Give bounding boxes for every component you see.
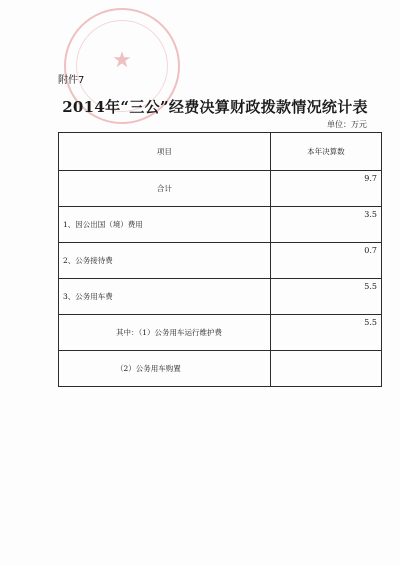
- row-item-reception: 2、公务接待费: [59, 243, 271, 279]
- row-item-total: 合计: [59, 171, 271, 207]
- table-row: [59, 351, 382, 387]
- table-header-row: [59, 133, 382, 171]
- table-row: [59, 207, 382, 243]
- row-value-vehicle: 5.5: [270, 279, 381, 315]
- row-item-vehicle-purchase: （2）公务用车购置: [59, 351, 271, 387]
- table-row: [59, 171, 382, 207]
- row-item-overseas: 1、因公出国（境）费用: [59, 207, 271, 243]
- table-row: [59, 243, 382, 279]
- attachment-label: 附件7: [58, 75, 85, 86]
- row-value-overseas: 3.5: [270, 207, 381, 243]
- table-row: [59, 279, 382, 315]
- page-title: 2014年“三公”经费决算财政拨款情况统计表: [62, 98, 368, 116]
- row-value-reception: 0.7: [270, 243, 381, 279]
- row-item-vehicle: 3、公务用车费: [59, 279, 271, 315]
- header-value: 本年决算数: [270, 133, 381, 171]
- row-value-total: 9.7: [270, 171, 381, 207]
- row-item-vehicle-maintenance: 其中：（1）公务用车运行维护费: [59, 315, 271, 351]
- table-row: [59, 315, 382, 351]
- expense-table: [58, 132, 382, 387]
- row-value-vehicle-purchase: [270, 351, 381, 387]
- seal-star-icon: ★: [112, 48, 132, 73]
- header-item: 项目: [59, 133, 271, 171]
- row-value-vehicle-maintenance: 5.5: [270, 315, 381, 351]
- unit-label: 单位：万元: [327, 120, 367, 129]
